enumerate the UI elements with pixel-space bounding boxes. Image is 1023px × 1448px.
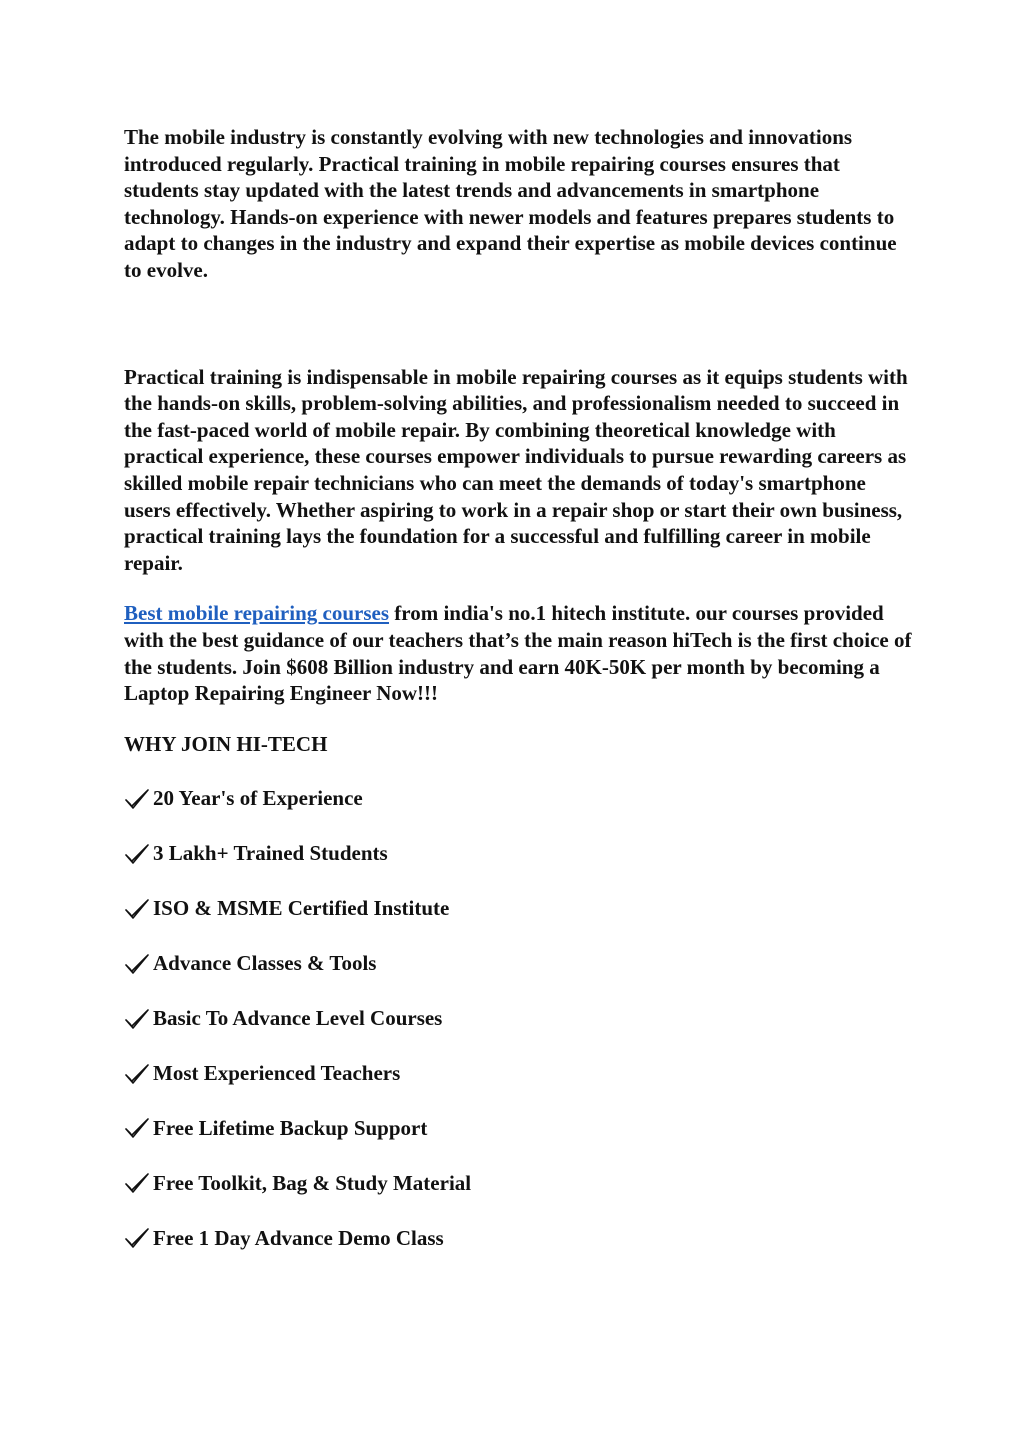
check-mark-icon [124, 1226, 150, 1250]
feature-item [124, 950, 914, 977]
feature-item [124, 1060, 914, 1087]
feature-label: 3 Lakh+ Trained Students [153, 841, 388, 866]
feature-item [124, 1005, 914, 1032]
check-mark-icon [124, 1116, 150, 1140]
feature-label: ISO & MSME Certified Institute [153, 896, 450, 921]
paragraph-practical-training: Practical training is indispensable in mobile repairing courses as it equips students with the hands-on skills, problem-solving abilities, and professionalism needed to succeed in the fast-paced world of mobile repair. By combining theoretical knowledge with practical experience, these courses empower individuals to pursue rewarding careers as skilled mobile repair technicians who can meet the demands of today's smartphone users effectively. Whether aspiring to work in a repair shop or start their own business, practical training lays the foundation for a successful and fulfilling career in mobile repair. [124, 364, 908, 575]
paragraph-industry-evolving: The mobile industry is constantly evolving with new technologies and innovations introduced regularly. Practical training in mobile repairing courses ensures that students stay updated with the latest trends and advancements in smartphone technology. Hands-on experience with newer models and features prepares students to adapt to changes in the industry and expand their expertise as mobile devices continue to evolve. [124, 125, 897, 282]
paragraph-best-courses [124, 600, 914, 706]
check-mark-icon [124, 842, 150, 866]
check-mark-icon [124, 787, 150, 811]
feature-item [124, 1225, 914, 1252]
check-mark-icon [124, 1171, 150, 1195]
feature-label: Basic To Advance Level Courses [153, 1006, 443, 1031]
feature-item [124, 895, 914, 922]
check-mark-icon [124, 1007, 150, 1031]
feature-label: 20 Year's of Experience [153, 786, 363, 811]
why-join-heading: WHY JOIN HI-TECH [124, 731, 328, 756]
feature-label: Most Experienced Teachers [153, 1061, 401, 1086]
feature-item [124, 1170, 914, 1197]
feature-label: Advance Classes & Tools [153, 951, 377, 976]
feature-item [124, 840, 914, 867]
check-mark-icon [124, 1062, 150, 1086]
document-page [124, 124, 914, 1280]
features-list [124, 785, 914, 1251]
best-mobile-repairing-courses-link[interactable]: Best mobile repairing courses [124, 601, 390, 626]
feature-item [124, 1115, 914, 1142]
check-mark-icon [124, 952, 150, 976]
check-mark-icon [124, 897, 150, 921]
paragraph-best-courses-text: from india's no.1 hitech institute. our courses provided with the best guidance of our teachers that’s the main reason hiTech is the first choice of the students. Join $608 Billion industry and earn 40K-50K per month by becoming a Laptop Repairing Engineer Now!!! [124, 601, 912, 706]
feature-label: Free Toolkit, Bag & Study Material [153, 1171, 472, 1196]
feature-label: Free 1 Day Advance Demo Class [153, 1226, 444, 1251]
feature-item [124, 785, 914, 812]
feature-label: Free Lifetime Backup Support [153, 1116, 428, 1141]
